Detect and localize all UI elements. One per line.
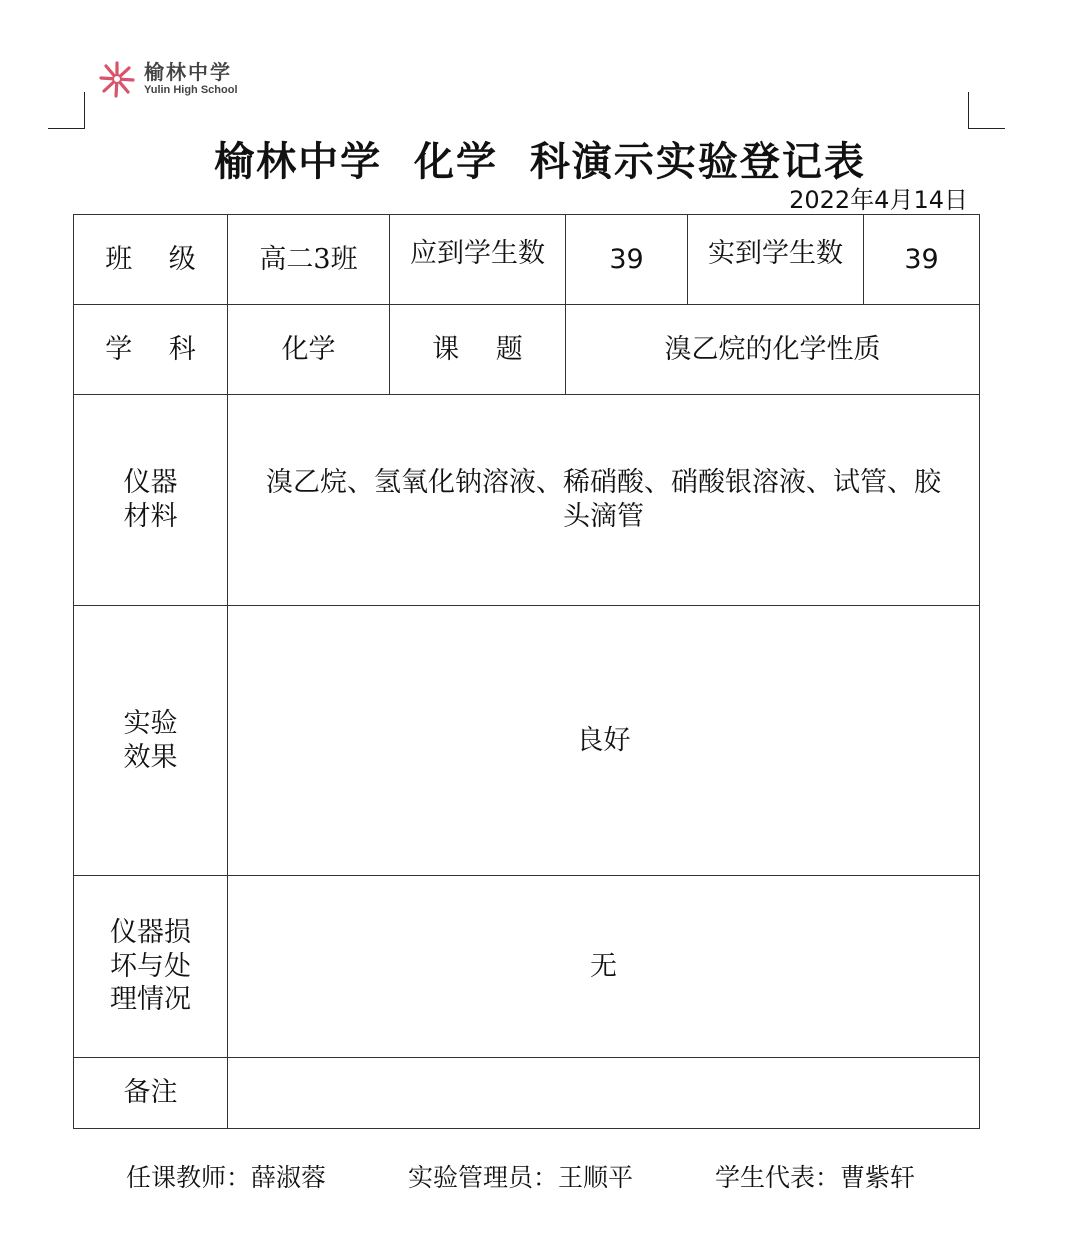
topic-value: 溴乙烷的化学性质 bbox=[565, 304, 980, 395]
school-emblem-icon bbox=[96, 58, 138, 100]
materials-label-cell bbox=[73, 394, 228, 606]
effect-value: 良好 bbox=[227, 605, 980, 876]
lab-admin-signature: 实验管理员：王顺平 bbox=[408, 1163, 634, 1192]
damage-label-cell bbox=[73, 875, 228, 1058]
signature-row bbox=[126, 1158, 915, 1194]
document-title: 榆林中学 化学 科演示实验登记表 bbox=[214, 138, 866, 185]
crop-mark-right bbox=[968, 92, 1005, 129]
student-rep-signature: 学生代表：曹紫轩 bbox=[715, 1163, 916, 1192]
materials-label: 仪器材料 bbox=[123, 467, 178, 532]
actual-students-label: 实到学生数 bbox=[687, 214, 864, 305]
teacher-signature: 任课教师：薛淑蓉 bbox=[126, 1163, 327, 1192]
subject-value: 化学 bbox=[227, 304, 390, 395]
damage-value: 无 bbox=[227, 875, 980, 1058]
damage-label: 仪器损坏与处理情况 bbox=[110, 916, 191, 1016]
school-logo bbox=[96, 58, 238, 100]
logo-name-en: Yulin High School bbox=[144, 84, 238, 96]
materials-value: 溴乙烷、氢氧化钠溶液、稀硝酸、硝酸银溶液、试管、胶头滴管 bbox=[227, 394, 980, 606]
expected-students-value: 39 bbox=[565, 214, 688, 305]
registration-table bbox=[73, 214, 980, 1129]
document-date: 2022年4月14日 bbox=[789, 186, 968, 214]
class-value: 高二3班 bbox=[227, 214, 390, 305]
remarks-label: 备注 bbox=[73, 1057, 228, 1129]
remarks-value bbox=[227, 1057, 980, 1129]
effect-label: 实验效果 bbox=[123, 707, 178, 773]
actual-students-value: 39 bbox=[863, 214, 980, 305]
topic-label: 课 题 bbox=[389, 304, 566, 395]
class-label: 班 级 bbox=[73, 214, 228, 305]
expected-students-label: 应到学生数 bbox=[389, 214, 566, 305]
crop-mark-left bbox=[48, 92, 85, 129]
effect-label-cell bbox=[73, 605, 228, 876]
logo-name-cn: 榆林中学 bbox=[144, 60, 232, 84]
subject-label: 学 科 bbox=[73, 304, 228, 395]
